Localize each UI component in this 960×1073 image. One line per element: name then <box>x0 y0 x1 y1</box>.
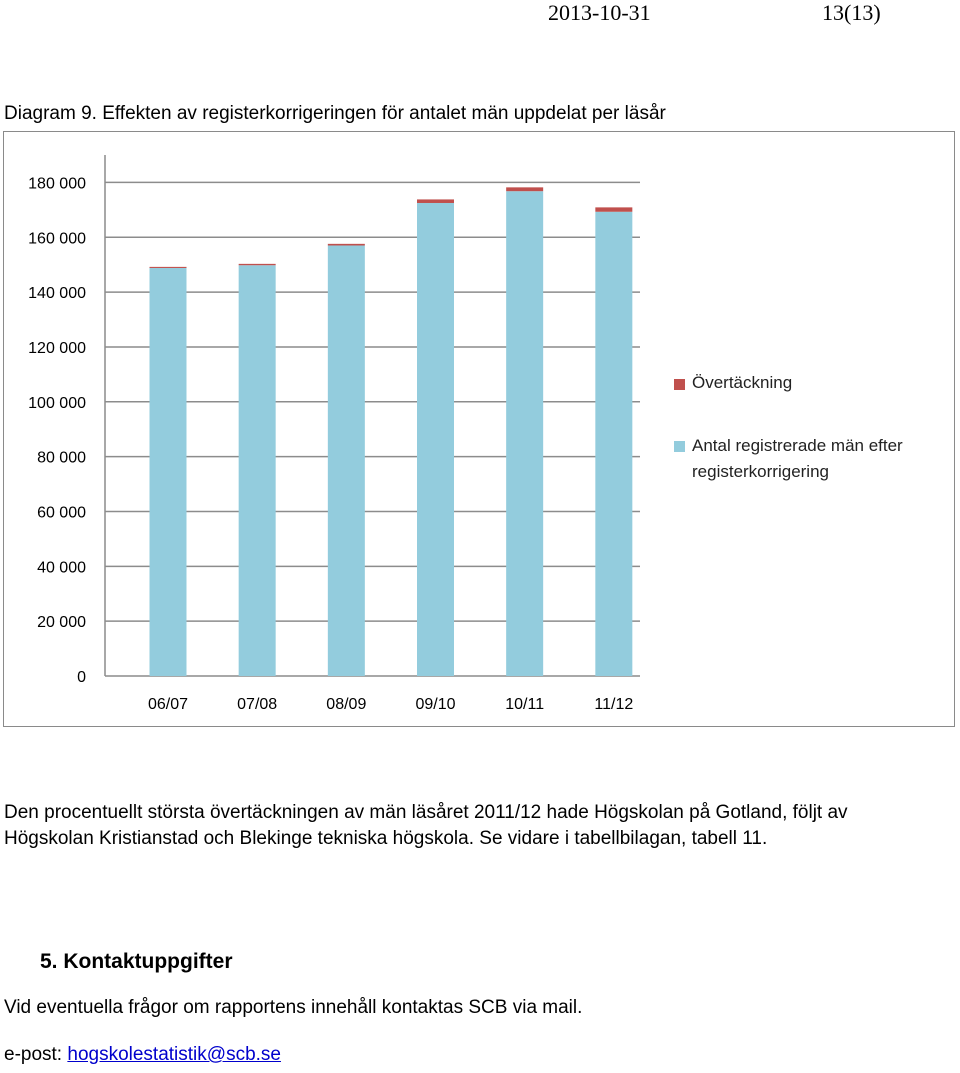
x-tick-label: 07/08 <box>237 696 278 713</box>
bar-antal <box>239 265 276 676</box>
x-tick-label: 09/10 <box>415 696 456 713</box>
email-link[interactable]: hogskolestatistik@scb.se <box>67 1044 281 1065</box>
body-paragraph <box>4 800 956 852</box>
legend-swatch-overtackning <box>674 379 685 390</box>
bar-overtackning <box>506 187 543 191</box>
section-heading: 5. Kontaktuppgifter <box>40 950 233 973</box>
chart-legend <box>674 373 960 485</box>
header-date: 2013-10-31 <box>548 0 651 25</box>
legend-label-antal-registrerade: Antal registrerade män efter registerkorrigering <box>692 436 903 481</box>
email-line <box>4 1042 281 1068</box>
y-tick-label: 140 000 <box>28 285 86 303</box>
y-tick-label: 40 000 <box>37 559 86 577</box>
bar-overtackning <box>595 207 632 211</box>
legend-item-overtackning <box>674 373 960 393</box>
y-tick-label: 60 000 <box>37 504 86 522</box>
bar-overtackning <box>417 199 454 203</box>
bar-overtackning <box>239 264 276 265</box>
y-tick-label: 0 <box>77 669 86 686</box>
bar-overtackning <box>150 267 187 268</box>
x-tick-label: 08/09 <box>326 696 367 713</box>
legend-label-overtackning: Övertäckning <box>692 373 793 392</box>
bar-antal <box>417 203 454 676</box>
bar-antal <box>595 212 632 676</box>
x-tick-label: 11/12 <box>594 696 634 713</box>
email-label: e-post: <box>4 1044 68 1065</box>
y-tick-label: 120 000 <box>28 339 86 357</box>
bar-antal <box>506 191 543 676</box>
paragraph-line-2: Högskolan Kristianstad och Blekinge tekniska högskola. Se vidare i tabellbilagan, tabell 11. <box>4 828 768 849</box>
y-tick-label: 180 000 <box>28 175 86 193</box>
y-tick-label: 80 000 <box>37 449 86 467</box>
contact-text: Vid eventuella frågor om rapportens innehåll kontaktas SCB via mail. <box>4 997 583 1018</box>
legend-swatch-antal-registrerade <box>674 441 685 452</box>
bar-overtackning <box>328 244 365 246</box>
x-tick-label: 06/07 <box>147 696 189 713</box>
header-page-number: 13(13) <box>822 0 881 25</box>
y-tick-label: 20 000 <box>37 614 86 632</box>
y-tick-label: 160 000 <box>28 230 86 248</box>
bar-antal <box>150 268 187 676</box>
x-tick-label: 10/11 <box>505 696 545 713</box>
paragraph-line-1: Den procentuellt största övertäckningen av män läsåret 2011/12 hade Högskolan på Gotland, följt av <box>4 802 848 823</box>
legend-item-antal-registrerade <box>674 433 960 485</box>
bar-antal <box>328 245 365 676</box>
figure-caption: Diagram 9. Effekten av registerkorrigeringen för antalet män uppdelat per läsår <box>4 103 666 124</box>
y-tick-label: 100 000 <box>28 394 86 412</box>
